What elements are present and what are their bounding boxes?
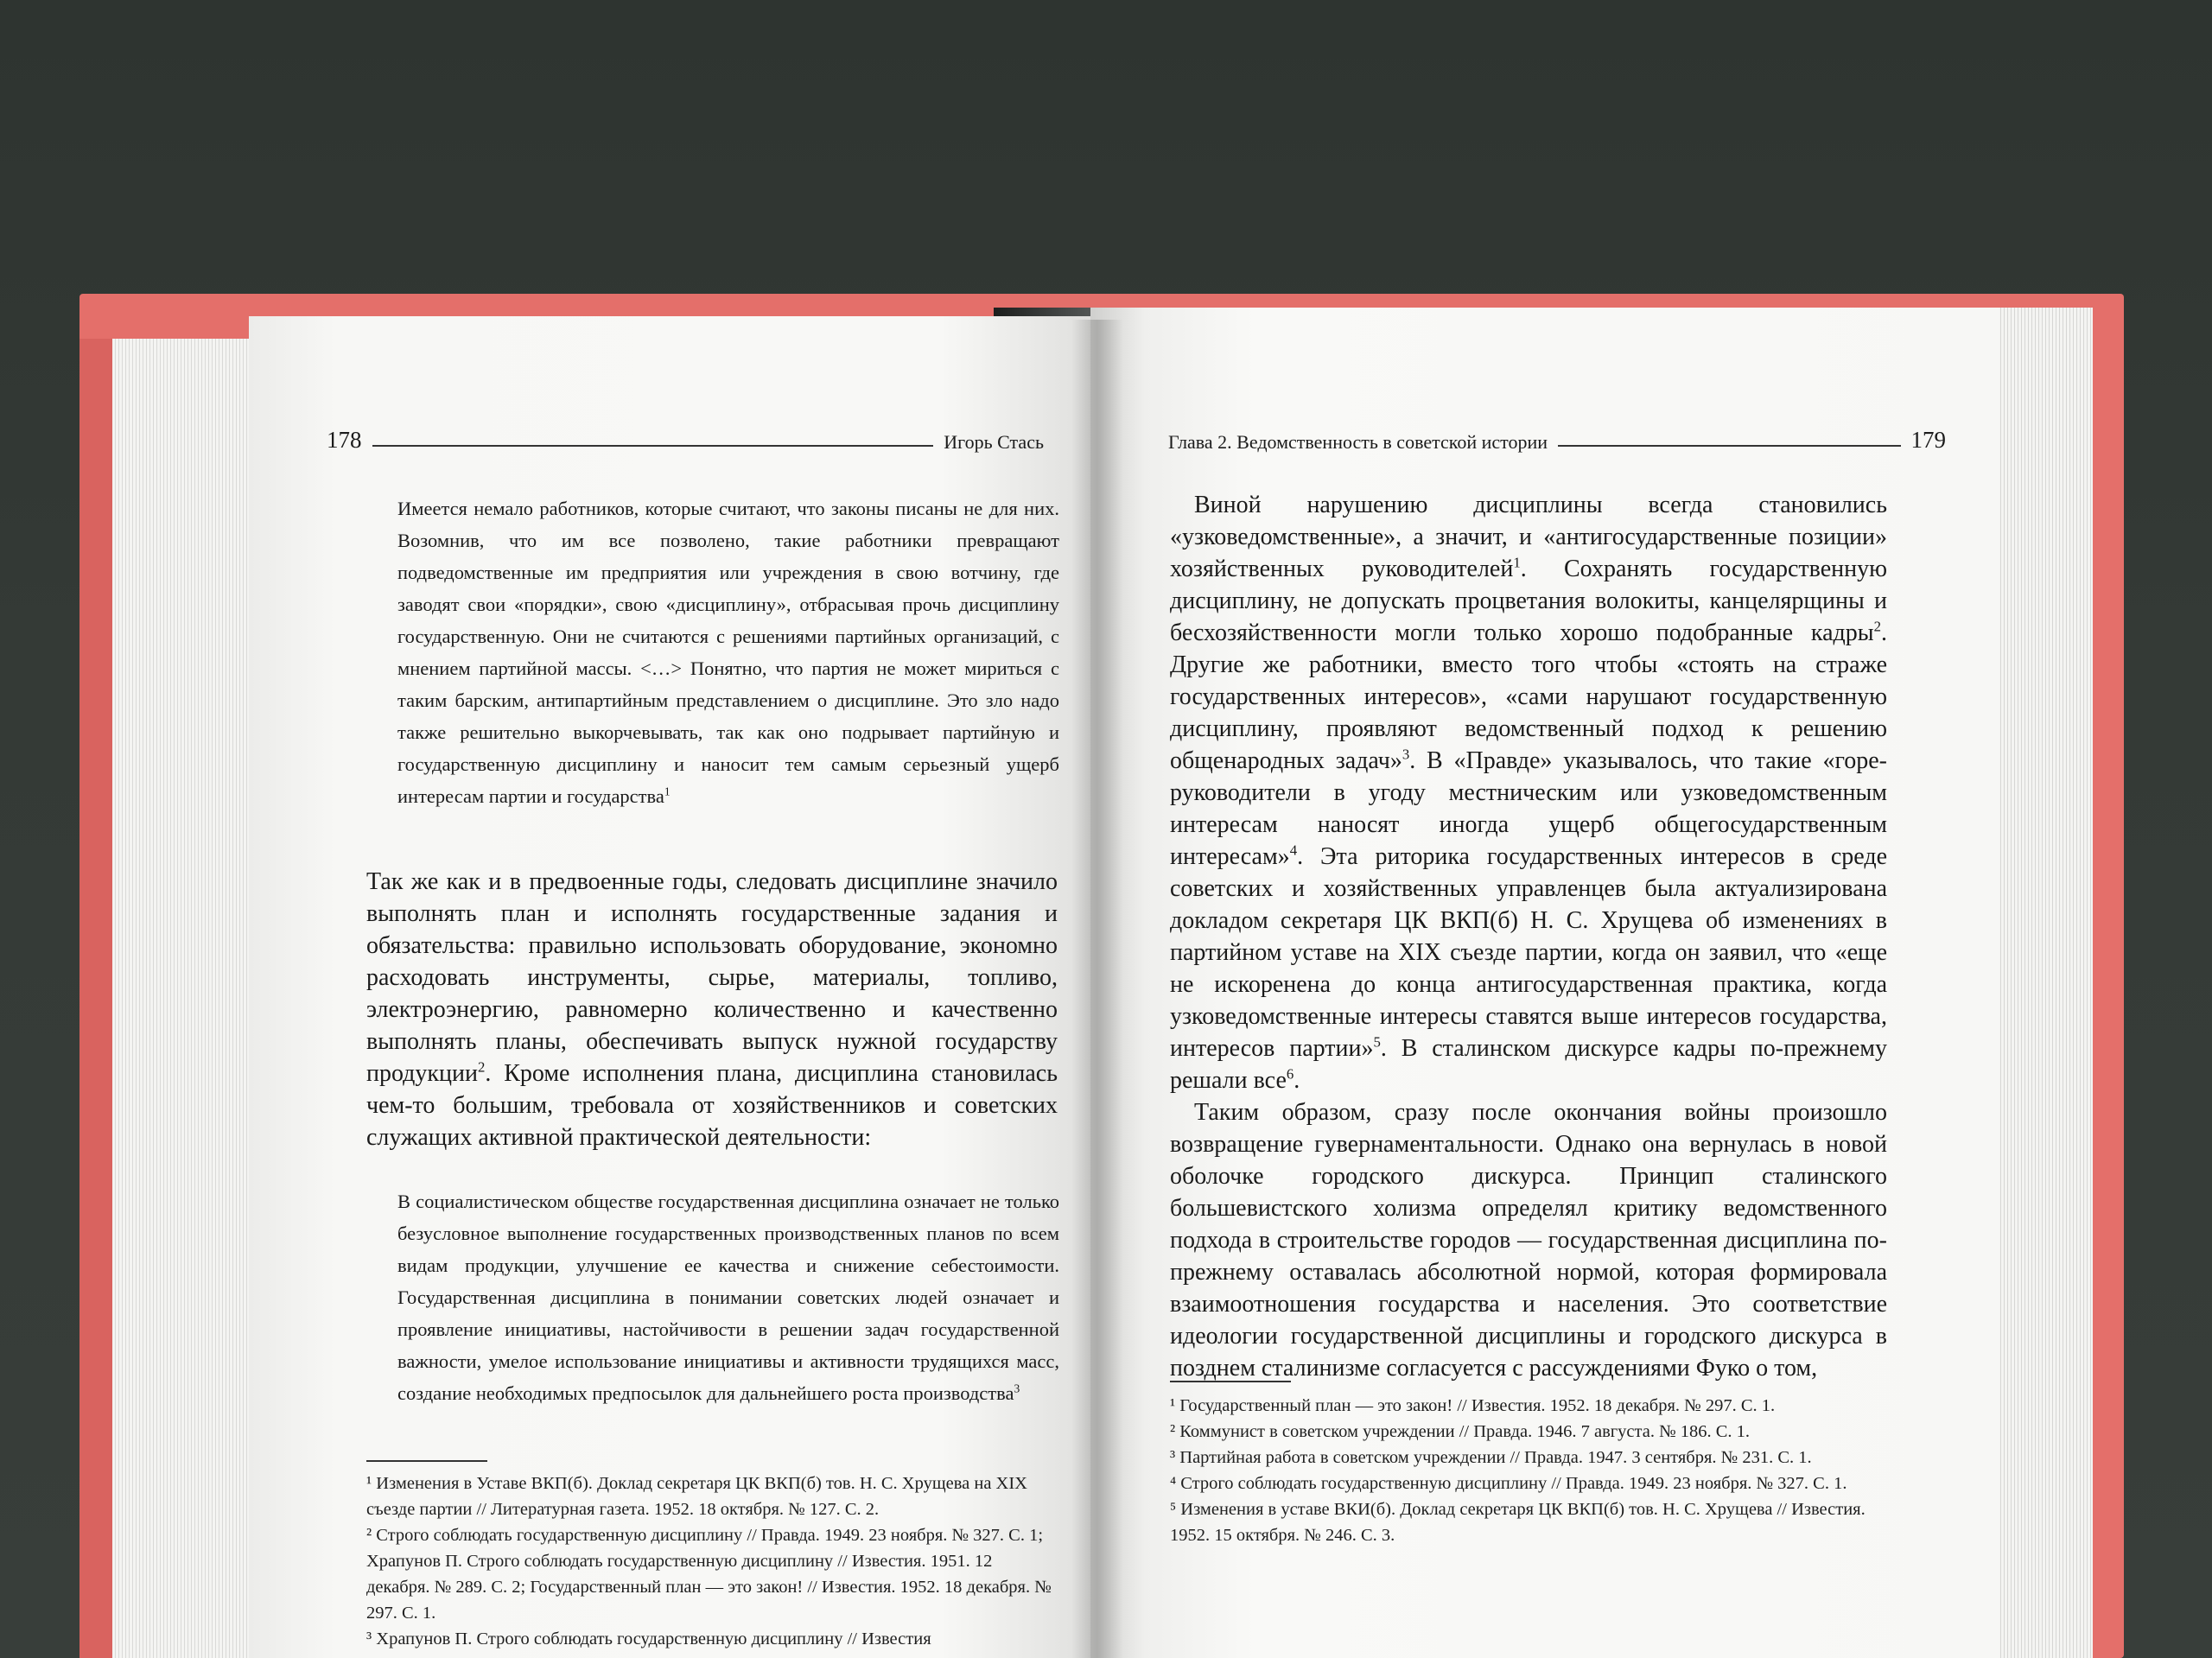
footnotes — [1170, 1393, 1887, 1548]
paragraph-1 — [1170, 489, 1887, 1096]
book-gutter — [1071, 320, 1123, 1658]
text-segment: . В сталинском дискурсе кадры по-прежнему решали все — [1170, 1035, 1887, 1094]
block-quote-1 — [397, 492, 1059, 812]
footnote-ref: 3 — [1402, 746, 1410, 763]
text-segment: . Эта риторика государственных интересов в среде советских и хозяйственных управленцев была актуализирована докладом секретаря ЦК ВКП(б) Н. С. Хрущева об изменениях в партийном уставе на XIX съезде партии, когда он заявил, что «еще не искоренена до конца антигосударственная практика, когда узковедомственные интересы ставятся выше интересов государства, интересов партии» — [1170, 843, 1887, 1062]
quote-text: Имеется немало работников, которые считают, что законы писаны не для них. Возомнив, что им все позволено, такие работники превращают подведомственные им предприятия или учреждения в свою вотчину, где заводят свои «порядки», свою «дисциплину», отбрасывая прочь дисциплину государственную. Они не считаются с решениями партийных организаций, с мнением партийной массы. <…> Понятно, что партия не может мириться с таким барским, антипартийным представлением о дисциплине. Это зло надо также решительно выкорчевывать, так как оно подрывает партийную и государственную дисциплину и наносит тем самым серьезный ущерб интересам партии и государства$^1$ — [397, 498, 1059, 807]
left-page-stack — [112, 339, 259, 1658]
footnote: ² Строго соблюдать государственную дисциплину // Правда. 1949. 23 ноября. № 327. С. 1; Храпунов П. Строго соблюдать государственную дисциплину // Известия. 1951. 12 декабря. № 289. С. 2; Государственный план — это закон! // Известия. 1952. 18 декабря. № 297. С. 1. — [366, 1526, 1052, 1623]
text-segment: . В «Правде» указывалось, что такие «горе-руководители в угоду местническим или узковедомственным интересам наносят иногда ущерб общегосударственным интересам» — [1170, 747, 1887, 870]
running-head: Глава 2. Ведомственность в советской истории — [1168, 431, 1548, 453]
footnote-ref: 4 — [1289, 842, 1298, 859]
right-page-stack — [1987, 308, 2093, 1658]
page-number: 178 — [327, 427, 362, 453]
footnote: ³ Храпунов П. Строго соблюдать государственную дисциплину // Известия — [366, 1629, 931, 1648]
text-segment: . — [1294, 1067, 1300, 1094]
left-page-header — [327, 427, 1044, 454]
header-rule — [1558, 445, 1900, 447]
quote-text: В социалистическом обществе государственная дисциплина означает не только безусловное выполнение государственных производственных планов по всем видам продукции, улучшение ее качества и снижение себестоимости. Государственная дисциплина в понимании советских людей означает и проявление инициативы, настойчивости в решении задач государственной важности, умелое использование инициативы и активности трудящихся масс, создание необходимых предпосылок для дальнейшего роста производства$^3$ — [397, 1191, 1059, 1404]
footnote-ref: 2 — [477, 1058, 486, 1076]
body-text — [1170, 489, 1887, 1384]
footnote: ² Коммунист в советском учреждении // Правда. 1946. 7 августа. № 186. С. 1. — [1170, 1422, 1751, 1441]
footnote-rule — [366, 1460, 487, 1462]
paragraph-2: Таким образом, сразу после окончания войны произошло возвращение гувернаментальности. Однако она вернулась в новой оболочке городского дискурса. Принцип сталинского большевистского холизма определял критику ведомственного подхода в строительстве городов — государственная дисциплина по-прежнему оставалась абсолютной нормой, которая формировала взаимоотношения государства и населения. Это соответствие идеологии государственной дисциплины и городского дискурса в позднем сталинизме согласуется с рассуждениями Фуко о том, — [1170, 1099, 1887, 1382]
footnote: ³ Партийная работа в советском учреждении // Правда. 1947. 3 сентября. № 231. С. 1. — [1170, 1448, 1812, 1467]
right-page — [1090, 308, 1999, 1658]
footnote-rule — [1170, 1381, 1291, 1382]
footnote-ref: 5 — [1373, 1033, 1381, 1051]
block-quote-2 — [397, 1185, 1059, 1409]
paragraph-text: Так же как и в предвоенные годы, следовать дисциплине значило выполнять план и исполнять государственные задания и обязательства: правильно использовать оборудование, экономно расходовать инструменты, сырье, материалы, топливо, электроэнергию, равномерно количественно и качественно выполнять планы, обеспечивать выпуск нужной государству продукции$^2$. Кроме исполнения плана, дисциплина становилась чем-то большим, требовала от хозяйственников и советских служащих активной практической деятельности: — [366, 868, 1058, 1151]
footnote-ref: 1 — [664, 785, 671, 798]
footnote-ref: 6 — [1286, 1065, 1294, 1083]
footnote: ¹ Государственный план — это закон! // Известия. 1952. 18 декабря. № 297. С. 1. — [1170, 1396, 1776, 1415]
body-paragraph — [366, 866, 1058, 1153]
footnote: ⁴ Строго соблюдать государственную дисциплину // Правда. 1949. 23 ноября. № 327. С. 1. — [1170, 1474, 1847, 1493]
footnote: ¹ Изменения в Уставе ВКП(б). Доклад секретаря ЦК ВКП(б) тов. Н. С. Хрущева на XIX съезде партии // Литературная газета. 1952. 18 октября. № 127. С. 2. — [366, 1474, 1027, 1519]
page-number: 179 — [1910, 427, 1946, 453]
text-segment: . Сохранять государственную дисциплину, не допускать процветания волокиты, канцелярщины и бесхозяйственности могли только хорошо подобранные кадры — [1170, 556, 1888, 646]
text-segment: Виной нарушению дисциплины всегда становились «узковедомственные», а значит, и «антигосударственные позиции» хозяйственных руководителей — [1170, 492, 1887, 582]
footnote-ref: 2 — [1873, 618, 1881, 635]
footnotes — [366, 1471, 1058, 1652]
right-page-header — [1168, 427, 1946, 454]
header-rule — [372, 445, 934, 447]
running-head: Игорь Стась — [944, 431, 1044, 453]
footnote-ref: 1 — [1513, 554, 1521, 571]
footnote: ⁵ Изменения в уставе ВКИ(б). Доклад секретаря ЦК ВКП(б) тов. Н. С. Хрущева // Известия. 1952. 15 октября. № 246. С. 3. — [1170, 1500, 1866, 1545]
footnote-ref: 3 — [1014, 1382, 1020, 1395]
book-cover-edge — [79, 339, 114, 1658]
text-segment: . Другие же работники, вместо того чтобы «стоять на страже государственных интересов», «сами нарушают государственную дисциплину, проявляют ведомственный подход к решению общенародных задач» — [1170, 619, 1887, 774]
left-page — [249, 316, 1113, 1658]
